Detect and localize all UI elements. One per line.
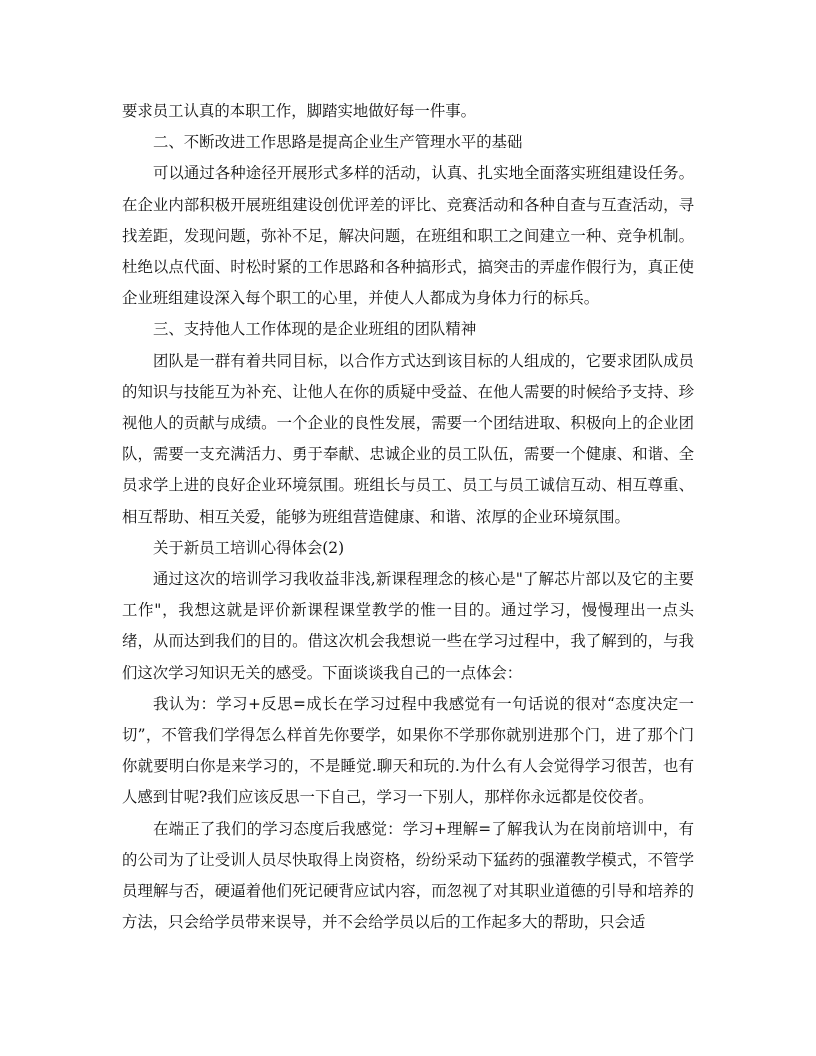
paragraph: 在端正了我们的学习态度后我感觉：学习+理解=了解我认为在岗前培训中，有的公司为了让受训人员尽快取得上岗资格，纷纷采动下猛药的强灌教学模式，不管学员理解与否，硬逼着他们死记硬背应试内容，而忽视了对其职业道德的引导和培养的方法，只会给学员带来误导，并不会给学员以后的工作起多大的帮助，只会适	[122, 819, 694, 932]
document-body	[122, 96, 694, 938]
paragraph: 我认为：学习+反思=成长在学习过程中我感觉有一句话说的很对“态度决定一切”，不管我们学得怎么样首先你要学，如果你不学那你就别进那个门，进了那个门你就要明白你是来学习的，不是睡觉.聊天和玩的.为什么有人会觉得学习很苦，也有人感到甘呢?我们应该反思一下自己，学习一下别人，那样你永远都是佼佼者。	[122, 694, 694, 807]
paragraph: 团队是一群有着共同目标，以合作方式达到该目标的人组成的，它要求团队成员的知识与技能互为补充、让他人在你的质疑中受益、在他人需要的时候给予支持、珍视他人的贡献与成绩。一个企业的良性发展，需要一个团结进取、积极向上的企业团队，需要一支充满活力、勇于奉献、忠诚企业的员工队伍，需要一个健康、和谐、全员求学上进的良好企业环境氛围。班组长与员工、员工与员工诚信互动、相互尊重、相互帮助、相互关爱，能够为班组营造健康、和谐、浓厚的企业环境氛围。	[122, 351, 694, 526]
paragraph: 可以通过各种途径开展形式多样的活动，认真、扎实地全面落实班组建设任务。在企业内部积极开展班组建设创优评差的评比、竞赛活动和各种自查与互查活动，寻找差距，发现问题，弥补不足，解决问题，在班组和职工之间建立一种、竞争机制。杜绝以点代面、时松时紧的工作思路和各种搞形式，搞突击的弄虚作假行为，真正使企业班组建设深入每个职工的心里，并使人人都成为身体力行的标兵。	[122, 164, 694, 308]
paragraph: 通过这次的培训学习我收益非浅,新课程理念的核心是"了解芯片部以及它的主要工作"，我想这就是评价新课程课堂教学的惟一目的。通过学习，慢慢理出一点头绪，从而达到我们的目的。借这次机会我想说一些在学习过程中，我了解到的，与我们这次学习知识无关的感受。下面谈谈我自己的一点体会：	[122, 570, 694, 682]
section-heading: 二、不断改进工作思路是提高企业生产管理水平的基础	[153, 133, 523, 152]
paragraph: 要求员工认真的本职工作，脚踏实地做好每一件事。	[122, 102, 476, 120]
section-heading: 三、支持他人工作体现的是企业班组的团队精神	[153, 320, 477, 339]
article-title: 关于新员工培训心得体会(2)	[153, 538, 345, 557]
